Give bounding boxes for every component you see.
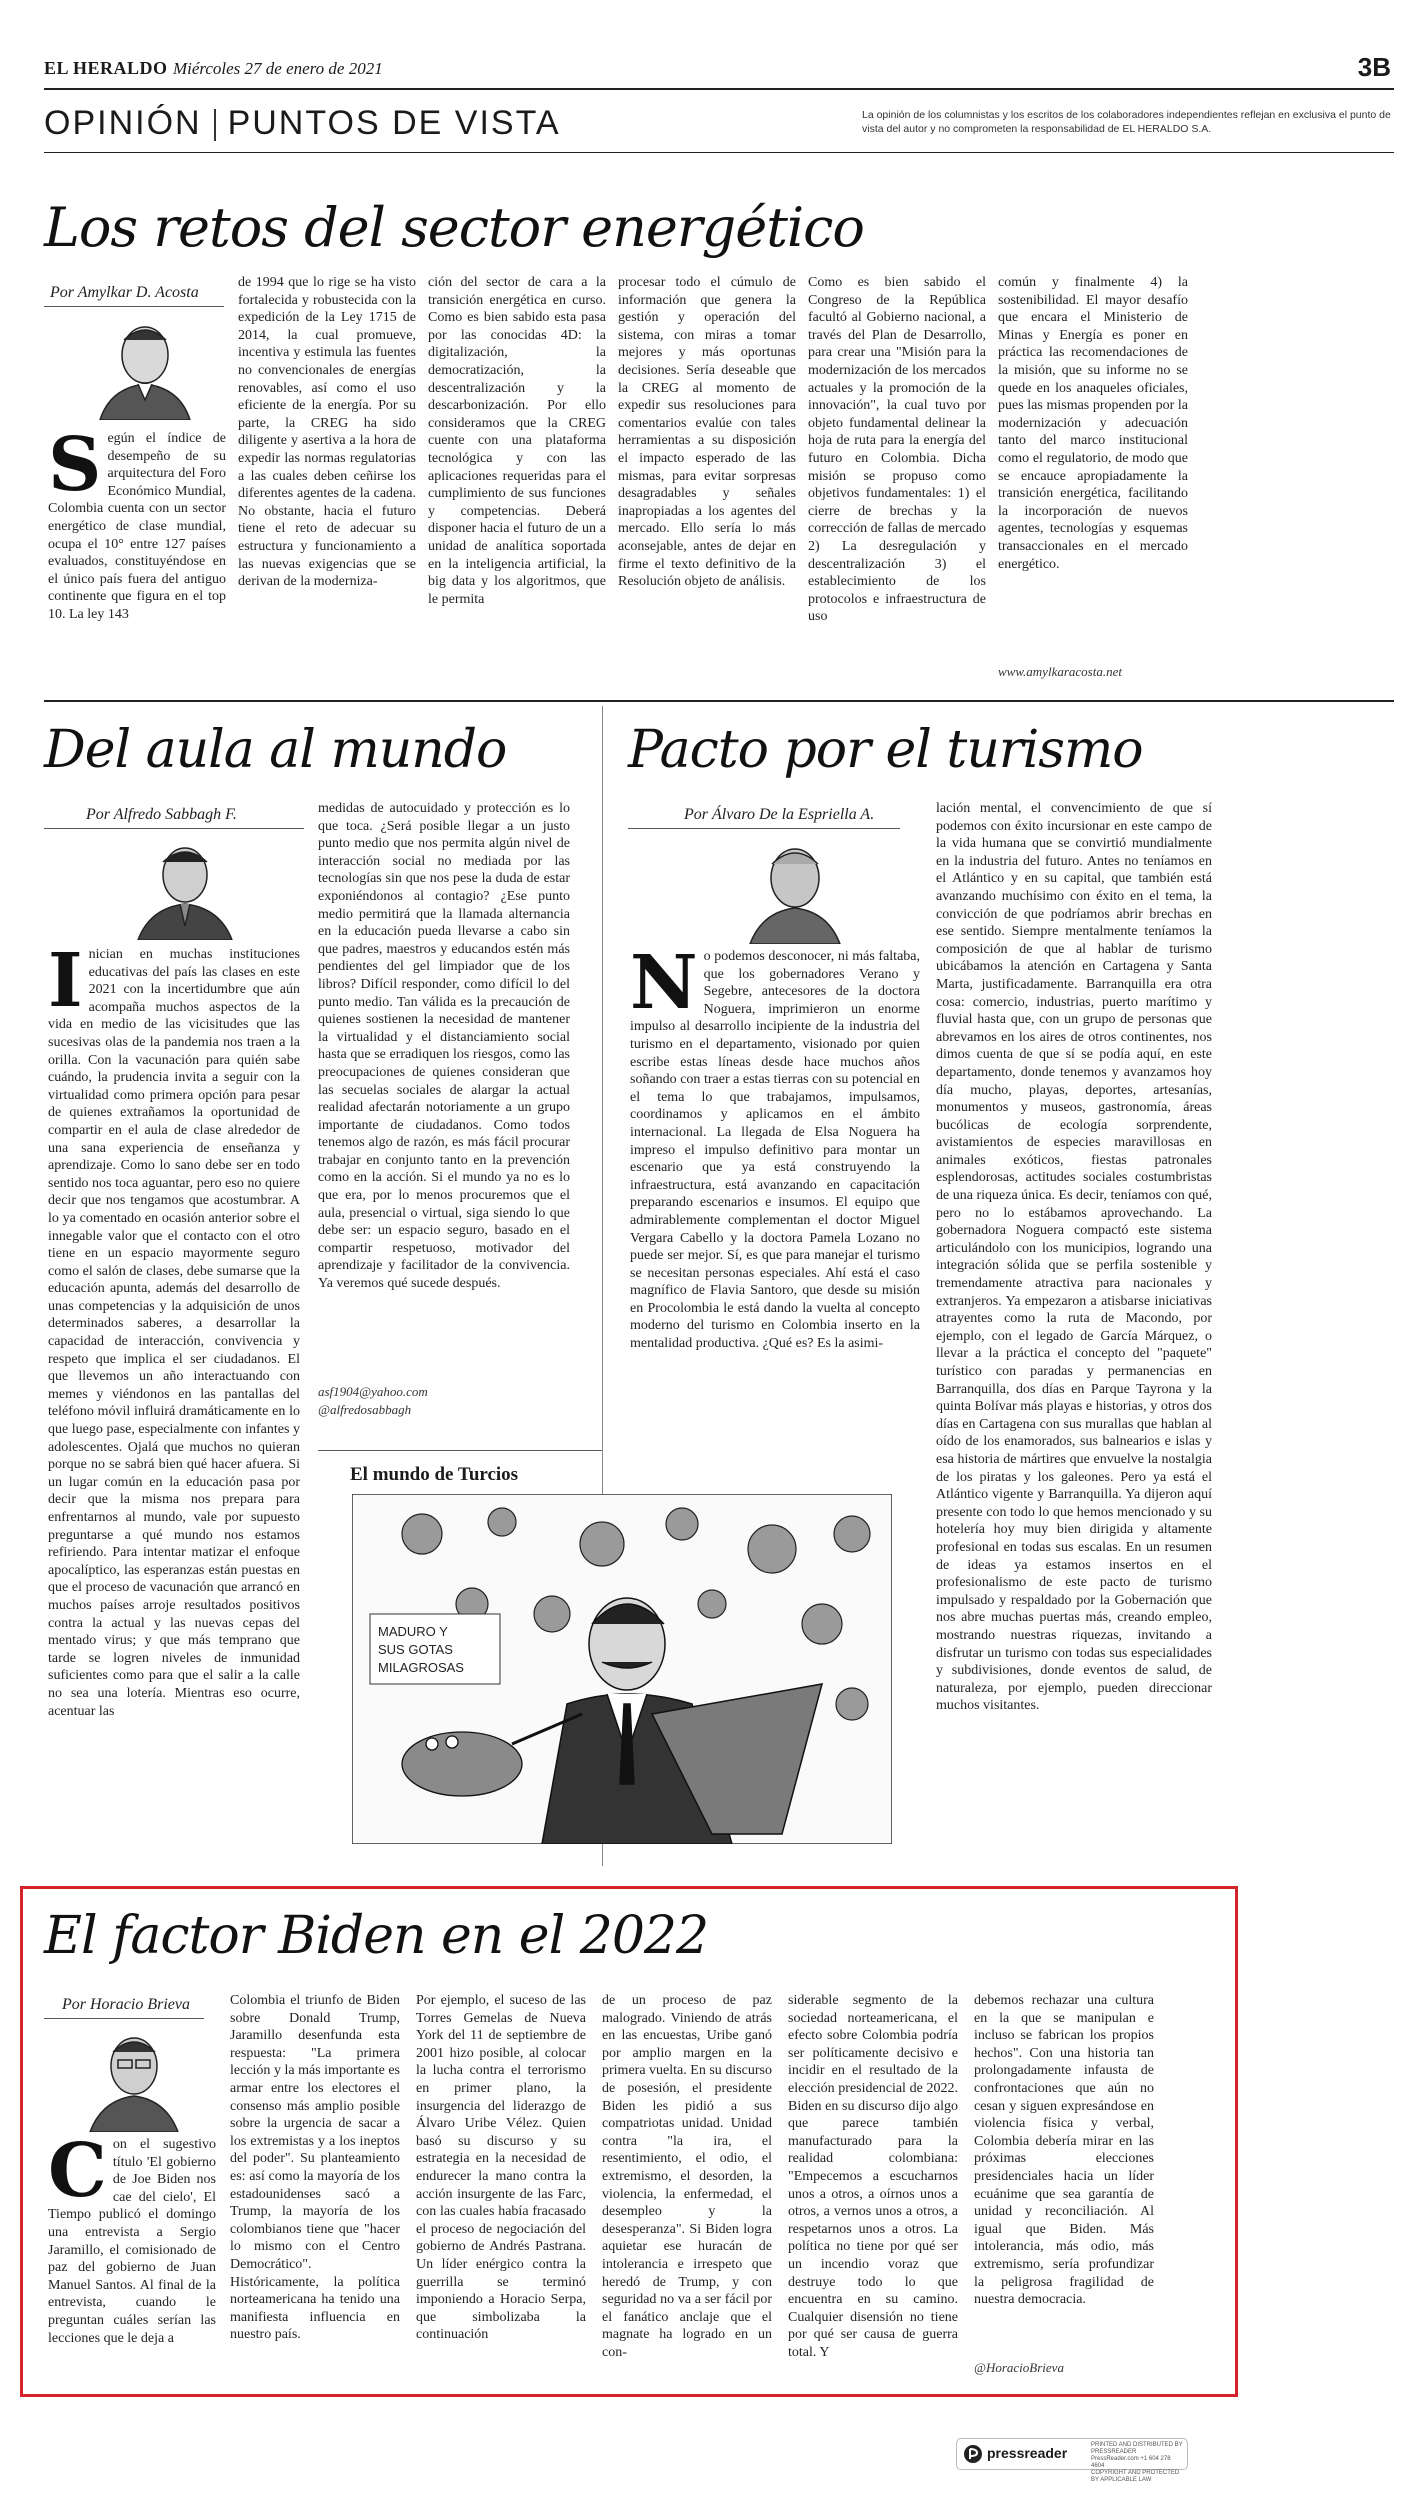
article-byline: Por Horacio Brieva [62,1996,190,2013]
article-divider [44,700,1394,702]
section-subname: PUNTOS DE VISTA [227,104,561,142]
author-portrait [130,830,240,940]
dropcap: S [48,430,102,508]
section-divider [214,109,216,141]
article-column: común y finalmente 4) la sostenibilidad. El mayor desafío que encara el Ministerio de Minas y Energía es poner en práctica las recomendaciones de la misión, que su informe no se quede en los anaqueles oficiales, pues las mismas propenden por la modernización y adecuación tanto del marco institucional como el regulatorio, de modo que se encauce apropiadamente la transición energética, facilitando la incorporación de nuevos agentes, tecnologías y esquemas transaccionales en el mercado energético. [998,275,1188,572]
issue-date: Miércoles 27 de enero de 2021 [172,59,383,78]
dropcap: I [48,946,83,1024]
article-column: procesar todo el cúmulo de información que genera la gestión y operación del sistema, con miras a tomar mejores y más oportunas decisiones. Sería deseable que la CREG al momento de expedir sus resoluciones para comentarios evalúe con tales herramientas a su disposición el impacto esperado de las mismas, para evitar sorpresas desagradables y señales inapropiadas a los agentes del mercado. Ello sería lo más aconsejable, antes de dejar en firme el texto definitivo de la Resolución objeto de análisis. [618,275,796,590]
notice-line: PressReader.com +1 604 278 4604 [1091,2456,1171,2469]
article-column [48,430,226,670]
author-portrait [90,310,200,420]
dropcap: C [48,2136,107,2214]
article-byline: Por Amylkar D. Acosta [50,284,199,301]
notice-line: PRINTED AND DISTRIBUTED BY PRESSREADER [1091,2442,1183,2455]
byline-rule [44,306,224,307]
author-portrait [80,2020,188,2132]
byline-rule [44,828,304,829]
article-column: siderable segmento de la sociedad norteamericana, el efecto sobre Colombia podría ser políticamente decisivo e incidir en el resultado de la elección presidencial de 2022. Biden en su discurso dijo algo que parece también manufacturado para la realidad colombiana: "Empecemos a escucharnos unos a otros, a oírnos unos a otros, a vernos unos a otros, a respetarnos unos a otros. La política no tiene por qué ser un incendio voraz que destruye todo lo que encuentra en su camino. Cualquier disensión no tiene por qué ser causa de guerra total. Y [788,1993,958,2360]
article-title: Pacto por el turismo [628,720,1143,780]
page-number: 3B [1357,52,1391,82]
cartoon-caption: MADURO Y [378,1624,448,1639]
pressreader-logo-icon [963,2444,983,2464]
section-name: OPINIÓN [44,104,202,142]
article-byline: Por Alfredo Sabbagh F. [86,806,237,823]
notice-line: COPYRIGHT AND PROTECTED BY APPLICABLE LAW [1091,2470,1180,2483]
pressreader-notice [1091,2442,1183,2484]
article-column: medidas de autocuidado y protección es lo que toca. ¿Será posible llegar a un justo punto medio que nos permita algún nivel de interacción social no mediada por las tecnologías sin que nos pese la duda de estar exponiéndonos al contagio? ¿Ese punto medio permitirá que la llamada alternancia en la educación pueda llevarse a cabo sin que padres, maestros y educandos estén más pendientes del gel limpiador que de los libros? Difícil responder, como difícil lo del punto medio. Tan válida es la precaución de quienes sostienen la necesidad de mantener la virtualidad y el distanciamiento social hasta que se erradiquen los riesgos, como las preocupaciones de quienes consideran que las secuelas sociales de alargar la actual realidad afectarán notoriamente a un grupo importante de ciudadanos. Como todos tenemos algo de razón, es más fácil procurar trabajar en conjunto tanto en la prevención como en la acción. Si el mundo ya no es lo que era, por lo menos procuremos que el aula, presencial o virtual, siga siendo lo que debe ser: un espacio seguro, basado en el compartir respetuoso, motivador del aprendizaje y facilitador de la convivencia. Ya veremos qué sucede después. [318,801,570,1292]
author-website: www.amylkaracosta.net [998,664,1122,679]
column-text: on el sugestivo título 'El gobierno de Joe Biden nos cae del cielo', El Tiempo publicó el domingo una entrevista a Sergio Jaramillo, el comisionado de paz del gobierno de Juan Manuel Santos. Al final de la entrevista, cuando le preguntan cuáles serían las lecciones que le deja a [48,2137,216,2346]
byline-rule [628,828,900,829]
article-column: Por ejemplo, el suceso de las Torres Gemelas de Nueva York del 11 de septiembre de 2001 hizo posible, al colocar la lucha contra el terrorismo en primer plano, la insurgencia del liderazgo de Álvaro Uribe Vélez. Quien basó su discurso y su estrategia en la necesidad de endurecer la mano contra la acción insurgente de las Farc, con las cuales había fracasado el proceso de negociación del gobierno de Andrés Pastrana. Un líder enérgico contra la guerrilla se terminó imponiendo a Horacio Serpa, que simbolizaba la continuación [416,1993,586,2343]
article-column: de un proceso de paz malogrado. Viniendo de atrás en las encuestas, Uribe ganó por amplio margen en la primera vuelta. En su discurso de posesión, el presidente Biden les pidió a sus compatriotas unidad. Unidad contra "la ira, el resentimiento, el odio, el extremismo, el desorden, la violencia, la enfermedad, el desempleo y la desesperanza". Si Biden logra aquietar ese huracán de intolerancia e irrespeto que heredó de Trump, y con seguridad no va a ser fácil por el fanático anclaje que el magnate ha logrado en un con- [602,1993,772,2360]
article-title: Los retos del sector energético [44,196,864,259]
article-byline: Por Álvaro De la Espriella A. [684,806,875,823]
dropcap: N [630,948,698,1026]
cartoon-title: El mundo de Turcios [350,1464,519,1485]
article-title: Del aula al mundo [44,720,507,780]
masthead [44,58,383,79]
cartoon-rule [318,1450,602,1451]
paper-name: EL HERALDO [44,58,168,78]
section-rule [44,152,1394,153]
article-column: Colombia el triunfo de Biden sobre Donald Trump, Jaramillo desenfunda esta respuesta: "La primera lección y la más importante es armar entre los electores el consenso más amplio posible sobre la urgencia de sacar a los extremistas y a los ineptos del poder". Su planteamiento es: así como la mayoría de los estadounidenses sacó a Trump, la mayoría de los colombianos tiene que "hacer lo mismo con el Centro Democrático". Históricamente, la política norteamericana ha tenido una manifiesta influencia en nuestro país. [230,1993,400,2343]
article-column [48,2136,216,2381]
article-title: El factor Biden en el 2022 [44,1906,709,1966]
column-text: o podemos desconocer, ni más faltaba, que los gobernadores Verano y Segebre, antecesores de la doctora Noguera, imprimieron un enorme impulso al desarrollo incipiente de la industria del turismo en el departamento, visionado por quien escribe estas líneas desde hace muchos años soñando con traer a estas tierras con su potencial en el tema lo que trabajamos, impulsamos, coordinamos y aplicamos en el ámbito internacional. La llegada de Elsa Noguera ha impreso el impulso definitivo para montar un escenario que ya está construyendo la infraestructura, está avanzando en capacitación preparando escenarios e insumos. El equipo que admirablemente complementan el doctor Miguel Vergara Cabello y la doctora Pamela Lozano no puede ser mejor. Sí, es que para manejar el turismo se necesitan personas especiales. Ahí está el caso magnífico de Flavia Santoro, que desde su misión en Procolombia le está dando la vuelta al concepto moderno del turismo en Colombia inserto en la mentalidad productiva. ¿Qué es? Es la asimi- [630,949,920,1352]
article-column [630,948,920,1828]
disclaimer: La opinión de los columnistas y los escritos de los colaboradores independientes reflejan en exclusiva el punto de vista del autor y no comprometen la responsabilidad de EL HERALDO S.A. [862,109,1391,135]
column-text: nician en muchas instituciones educativas del país las clases en este 2021 con la incertidumbre que aún acompaña muchos aspectos de la vida en medio de las vicisitudes que las sucesivas olas de la pandemia nos traen a la orilla. Con la vacunación para quién sabe cuándo, la prudencia invita a seguir con la virtualidad como primera opción para pesar de quienes extrañamos la oportunidad de compartir en el aula de clase alrededor de una sana experiencia de enseñanza y aprendizaje. Como lo sano debe ser en todo sentido nos toca aguantar, pero eso no quiere decir que nos tengamos que acostumbrar. A lo ya comentado en ocasión anterior sobre el innegable valor que el contacto con el otro tiene en un espacio mayormente seguro como el salón de clases, debe sumarse que la educación apunta, además del desarrollo de unas competencias y la adquisición de unos determinados saberes, a desarrollar la capacidad de interacción, convivencia y respeto que implica el ser ciudadanos. El que llevemos un año interactuando con memes y viéndonos en las pantallas del teléfono móvil influirá dramáticamente en lo que luego pase, especialmente con infantes y adolescentes. Ojalá que muchos no quieran porque no se sabrá bien qué hacer afuera. Si un lugar común en la educación pasa por decir que la misma nos prepara para enfrentarnos al mundo, vale por supuesto preguntarse a qué mundo nos estamos refiriendo. Para intentar matizar el enfoque apocalíptico, las esperanzas están puestas en que el proceso de vacunación que arrancó en muchos países arroje resultados positivos contra la actual y las nuevas cepas del mentado virus; y que más temprano que tarde se logren niveles de inmunidad suficientes como para que el salir a la calle no sea una lotería. Mientras eso ocurre, acentuar las [48,947,300,1719]
top-rule [44,88,1394,90]
article-column: Como es bien sabido el Congreso de la República facultó al Gobierno nacional, a través del Plan de Desarrollo, para crear una "Misión para la modernización de los mercados actuales y la promoción de la innovación", la cual tuvo por objeto fundamental delinear la hoja de ruta para la energía del futuro en Colombia. Dicha misión se propuso como objetivos fundamentales: 1) el cierre de brechas y la corrección de fallas de mercado 2) La desregulación y descentralización 3) el establecimiento de los protocolos e infraestructura de uso [808,275,986,625]
author-handle: @HoracioBrieva [974,2360,1064,2375]
article-column: lación mental, el convencimiento de que sí podemos con éxito incursionar en este campo de la vida humana que se convirtió mundialmente en la industria del futuro. Antes no teníamos en el Atlántico y en su capital, que también está avanzando muchísimo con éxito en el tema, la convicción de que podríamos abrir brechas en ese sentido. Siempre mentalmente teníamos la composición de que al hablar de turismo ubicábamos la atención en Cartagena y Santa Marta, justificadamente. Barranquilla era otra cosa: comercio, industrias, puerto marítimo y fluvial hasta que, con un grupo de personas que abrevamos en los aires de otros continentes, nos dimos cuenta de que sí se podía aquí, en este departamento, donde tenemos y avanzamos hoy día mucho, playas, deportes, artesanías, monumentos y museos, gastronomía, áreas bucólicas de ecología sorprendente, avistamientos de especies maravillosas en animales exóticos, fiestas patronales esplendorosas, actitudes sociales costumbristas de una riqueza única. Es decir, teníamos con qué, pero no lo estábamos aprovechando. La gobernadora Noguera compactó este sistema articulándolo con los municipios, logrando una integración sólida que se perfila sostenible y tremendamente atractiva para nacionales y extranjeros. Ya empezaron a atisbarse iniciativas atrayentes como la ruta de Macondo, por ejemplo, con el legado de García Márquez, o llevar a la práctica el concepto del "paquete" turístico con paradas y permanencias en Barranquilla, dos días en Parque Tayrona y la quinta Bolívar más playas e historias, y otros dos días en Cartagena con sus murallas que hablan al oído de los enamorados, sus balnearios e islas y esa historia de mártires que envuelve la nostalgia de los piratas y los galeones. Pero ya está el Atlántico vigente y Barranquilla. Ya dijeron aquí presente con todo lo que hemos mencionado y su hotelería hoy muy bien dirigida y altamente profesional en todas sus escalas. En un resumen de ideas ya estamos insertos en el profesionalismo de este pacto de turismo impulsado y respaldado por la Gobernación que nos abre muchas puertas más, creando empleo, mostrando nuestras riquezas, invitando a disfrutar un turismo con todas sus especialidades y subdivisiones, donde eventos de salud, de naturaleza, por ejemplo, pueden direccionar muchos visitantes. [936,801,1212,1714]
article-column: debemos rechazar una cultura en la que se manipulan e incluso se fabrican los propios hechos". Con una historia tan prolongadamente infausta de confrontaciones que aún no cesan y siguen expresándose en violencia física y verbal, Colombia debería mirar en las próximas elecciones presidenciales hacia un líder ecuánime que sea garantía de unidad y reconciliación. Al igual que Biden. Más intolerancia, más odio, más extremismo, sería profundizar la peligrosa fragilidad de nuestra democracia. [974,1993,1154,2308]
column-text: egún el índice de desempeño de su arquitectura del Foro Económico Mundial, Colombia cuenta con un sector energético de clase mundial, ocupa el 10° entre 127 países evaluados, constituyéndose en el único país fuera del antiguo continente que figura en el top 10. La ley 143 [48,431,226,622]
article-column: ción del sector de cara a la transición energética en curso. Como es bien sabido esta pasa por las conocidas 4D: la digitalización, la democratización, la descentralización y la descarbonización. Por ello consideramos que la CREG cuente con una plataforma tecnológica y con las aplicaciones requeridas para el cumplimiento de sus funciones y competencias. Deberá disponer hacia el futuro de un a unidad de analítica soportada en la inteligencia artificial, la big data y los algoritmos, que le permita [428,275,606,607]
svg-text:MILAGROSAS: MILAGROSAS [378,1660,464,1675]
pressreader-logo: pressreader [987,2445,1068,2461]
byline-rule [44,2018,204,2019]
author-email: asf1904@yahoo.com [318,1384,428,1399]
section-header [44,104,561,143]
svg-text:SUS GOTAS: SUS GOTAS [378,1642,453,1657]
article-column [48,946,300,1826]
author-portrait [740,832,850,944]
author-handle: @alfredosabbagh [318,1402,412,1417]
pressreader-badge[interactable] [956,2438,1188,2483]
article-column: de 1994 que lo rige se ha visto fortalecida y robustecida con la expedición de la Ley 1715 de 2014, la cual promueve, incentiva y estimula las fuentes no convencionales de energías renovables, así como el uso eficiente de la energía. Por su parte, la CREG ha sido diligente y asertiva a la hora de expedir las normas regulatorias a las cuales deben ceñirse los diferentes agentes de la cadena. No obstante, hacia el futuro tiene el reto de adecuar su estructura y funcionamiento a las nuevas exigencias que se derivan de la moderniza- [238,275,416,590]
